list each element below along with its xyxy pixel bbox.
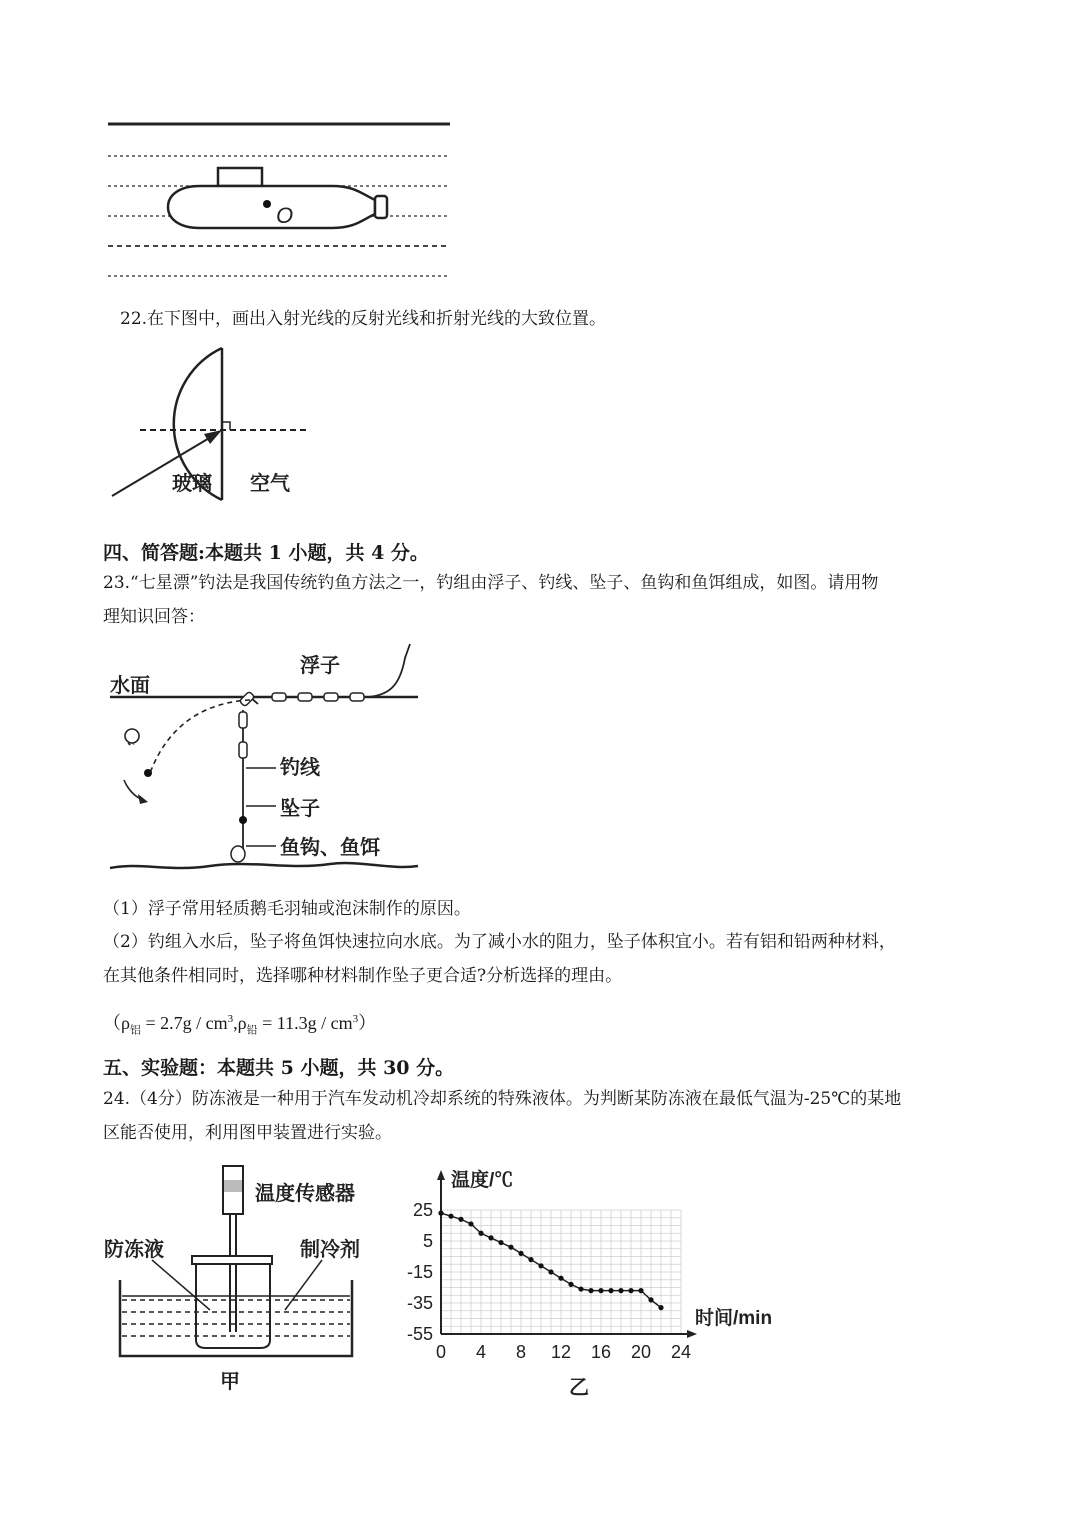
x-tick-label: 16 bbox=[590, 1342, 612, 1362]
hook-bait-label: 鱼钩、鱼饵 bbox=[280, 837, 380, 859]
y-axis-label: 温度/℃ bbox=[451, 1170, 514, 1191]
y-tick-label: -35 bbox=[406, 1293, 433, 1313]
data-point bbox=[458, 1217, 463, 1222]
density-open: （ bbox=[103, 1013, 121, 1033]
x-tick-label: 24 bbox=[670, 1342, 692, 1362]
density-close: ） bbox=[358, 1013, 377, 1033]
data-point bbox=[498, 1240, 503, 1245]
x-tick-label: 12 bbox=[550, 1342, 572, 1362]
data-point bbox=[558, 1276, 563, 1281]
q23-sub2-line1: （2）钓组入水后，坠子将鱼饵快速拉向水底。为了减小水的阻力，坠子体积宜小。若有铝和铅两种材料， bbox=[103, 932, 896, 952]
x-tick-label: 20 bbox=[630, 1342, 652, 1362]
figure-b-label: 乙 bbox=[569, 1377, 589, 1399]
data-point bbox=[638, 1288, 643, 1293]
antifreeze-label: 防冻液 bbox=[104, 1239, 164, 1261]
submarine-figure bbox=[100, 110, 470, 290]
q23-sub2-line2: 在其他条件相同时，选择哪种材料制作坠子更合适?分析选择的理由。 bbox=[103, 966, 623, 986]
x-axis-label: 时间/min bbox=[695, 1308, 773, 1329]
density-sep: , bbox=[233, 1013, 238, 1033]
density-formula bbox=[103, 1008, 376, 1042]
data-point bbox=[568, 1282, 573, 1287]
x-tick-label: 0 bbox=[435, 1342, 447, 1362]
data-point bbox=[578, 1286, 583, 1291]
data-point bbox=[548, 1269, 553, 1274]
q22-text: 22.在下图中，画出入射光线的反射光线和折射光线的大致位置。 bbox=[120, 309, 607, 329]
q24-text-line2: 区能否使用，利用图甲装置进行实验。 bbox=[103, 1123, 392, 1143]
chart-axes bbox=[407, 1170, 697, 1362]
data-point bbox=[488, 1235, 493, 1240]
x-tick-label: 8 bbox=[515, 1342, 527, 1362]
data-point bbox=[478, 1231, 483, 1236]
q23-sub1: （1）浮子常用轻质鹅毛羽轴或泡沫制作的原因。 bbox=[103, 899, 471, 919]
al-density: = 2.7g / cm bbox=[140, 1013, 228, 1033]
y-axis-arrow bbox=[437, 1170, 445, 1180]
x-axis-arrow bbox=[687, 1330, 697, 1338]
data-point bbox=[598, 1288, 603, 1293]
figure-a-label: 甲 bbox=[220, 1371, 240, 1393]
data-point bbox=[618, 1288, 623, 1293]
data-point bbox=[508, 1245, 513, 1250]
pb-subscript: 铅 bbox=[246, 1024, 258, 1037]
apparatus-figure bbox=[100, 1160, 390, 1400]
data-point bbox=[528, 1257, 533, 1262]
y-tick-label: 25 bbox=[412, 1200, 433, 1220]
temperature-time-chart bbox=[395, 1160, 795, 1400]
x-tick-label: 4 bbox=[475, 1342, 487, 1362]
pb-density: = 11.3g / cm bbox=[257, 1013, 353, 1033]
data-point bbox=[658, 1305, 663, 1310]
al-cube: 3 bbox=[227, 1013, 234, 1025]
q24-text-line1: 24.（4分）防冻液是一种用于汽车发动机冷却系统的特殊液体。为判断某防冻液在最低气温为-25℃的某地 bbox=[103, 1089, 902, 1109]
q23-text-line2: 理知识回答： bbox=[103, 607, 205, 627]
glass-refraction-figure bbox=[100, 340, 320, 510]
data-point bbox=[648, 1297, 653, 1302]
coolant-label: 制冷剂 bbox=[300, 1239, 360, 1261]
glass-label: 玻璃 bbox=[172, 473, 212, 495]
rho-al: ρ bbox=[121, 1013, 130, 1033]
al-subscript: 铝 bbox=[129, 1024, 141, 1037]
y-tick-label: -55 bbox=[406, 1324, 433, 1344]
data-point bbox=[518, 1251, 523, 1256]
data-point bbox=[438, 1211, 443, 1216]
sensor-label: 温度传感器 bbox=[255, 1183, 355, 1205]
pb-cube: 3 bbox=[352, 1013, 359, 1025]
data-point bbox=[608, 1288, 613, 1293]
data-point bbox=[538, 1263, 543, 1268]
point-o-label: O bbox=[276, 203, 294, 228]
rho-pb: ρ bbox=[237, 1013, 247, 1033]
float-label: 浮子 bbox=[300, 655, 340, 677]
air-label: 空气 bbox=[250, 473, 290, 495]
sinker-label: 坠子 bbox=[280, 798, 320, 820]
data-point bbox=[448, 1214, 453, 1219]
section-5-heading: 五、实验题：本题共 5 小题，共 30 分。 bbox=[103, 1057, 455, 1079]
y-tick-label: -15 bbox=[406, 1262, 433, 1282]
fishing-figure bbox=[100, 640, 430, 880]
line-label: 钓线 bbox=[280, 757, 320, 779]
y-tick-label: 5 bbox=[422, 1231, 433, 1251]
q23-text-line1: 23.“七星漂”钓法是我国传统钓鱼方法之一，钓组由浮子、钓线、坠子、鱼钩和鱼饵组成，如图。请用物 bbox=[103, 573, 879, 593]
data-point bbox=[468, 1221, 473, 1226]
data-point bbox=[588, 1288, 593, 1293]
section-4-heading: 四、简答题:本题共 1 小题，共 4 分。 bbox=[103, 542, 429, 564]
water-surface-label: 水面 bbox=[110, 675, 150, 697]
data-point bbox=[628, 1288, 633, 1293]
